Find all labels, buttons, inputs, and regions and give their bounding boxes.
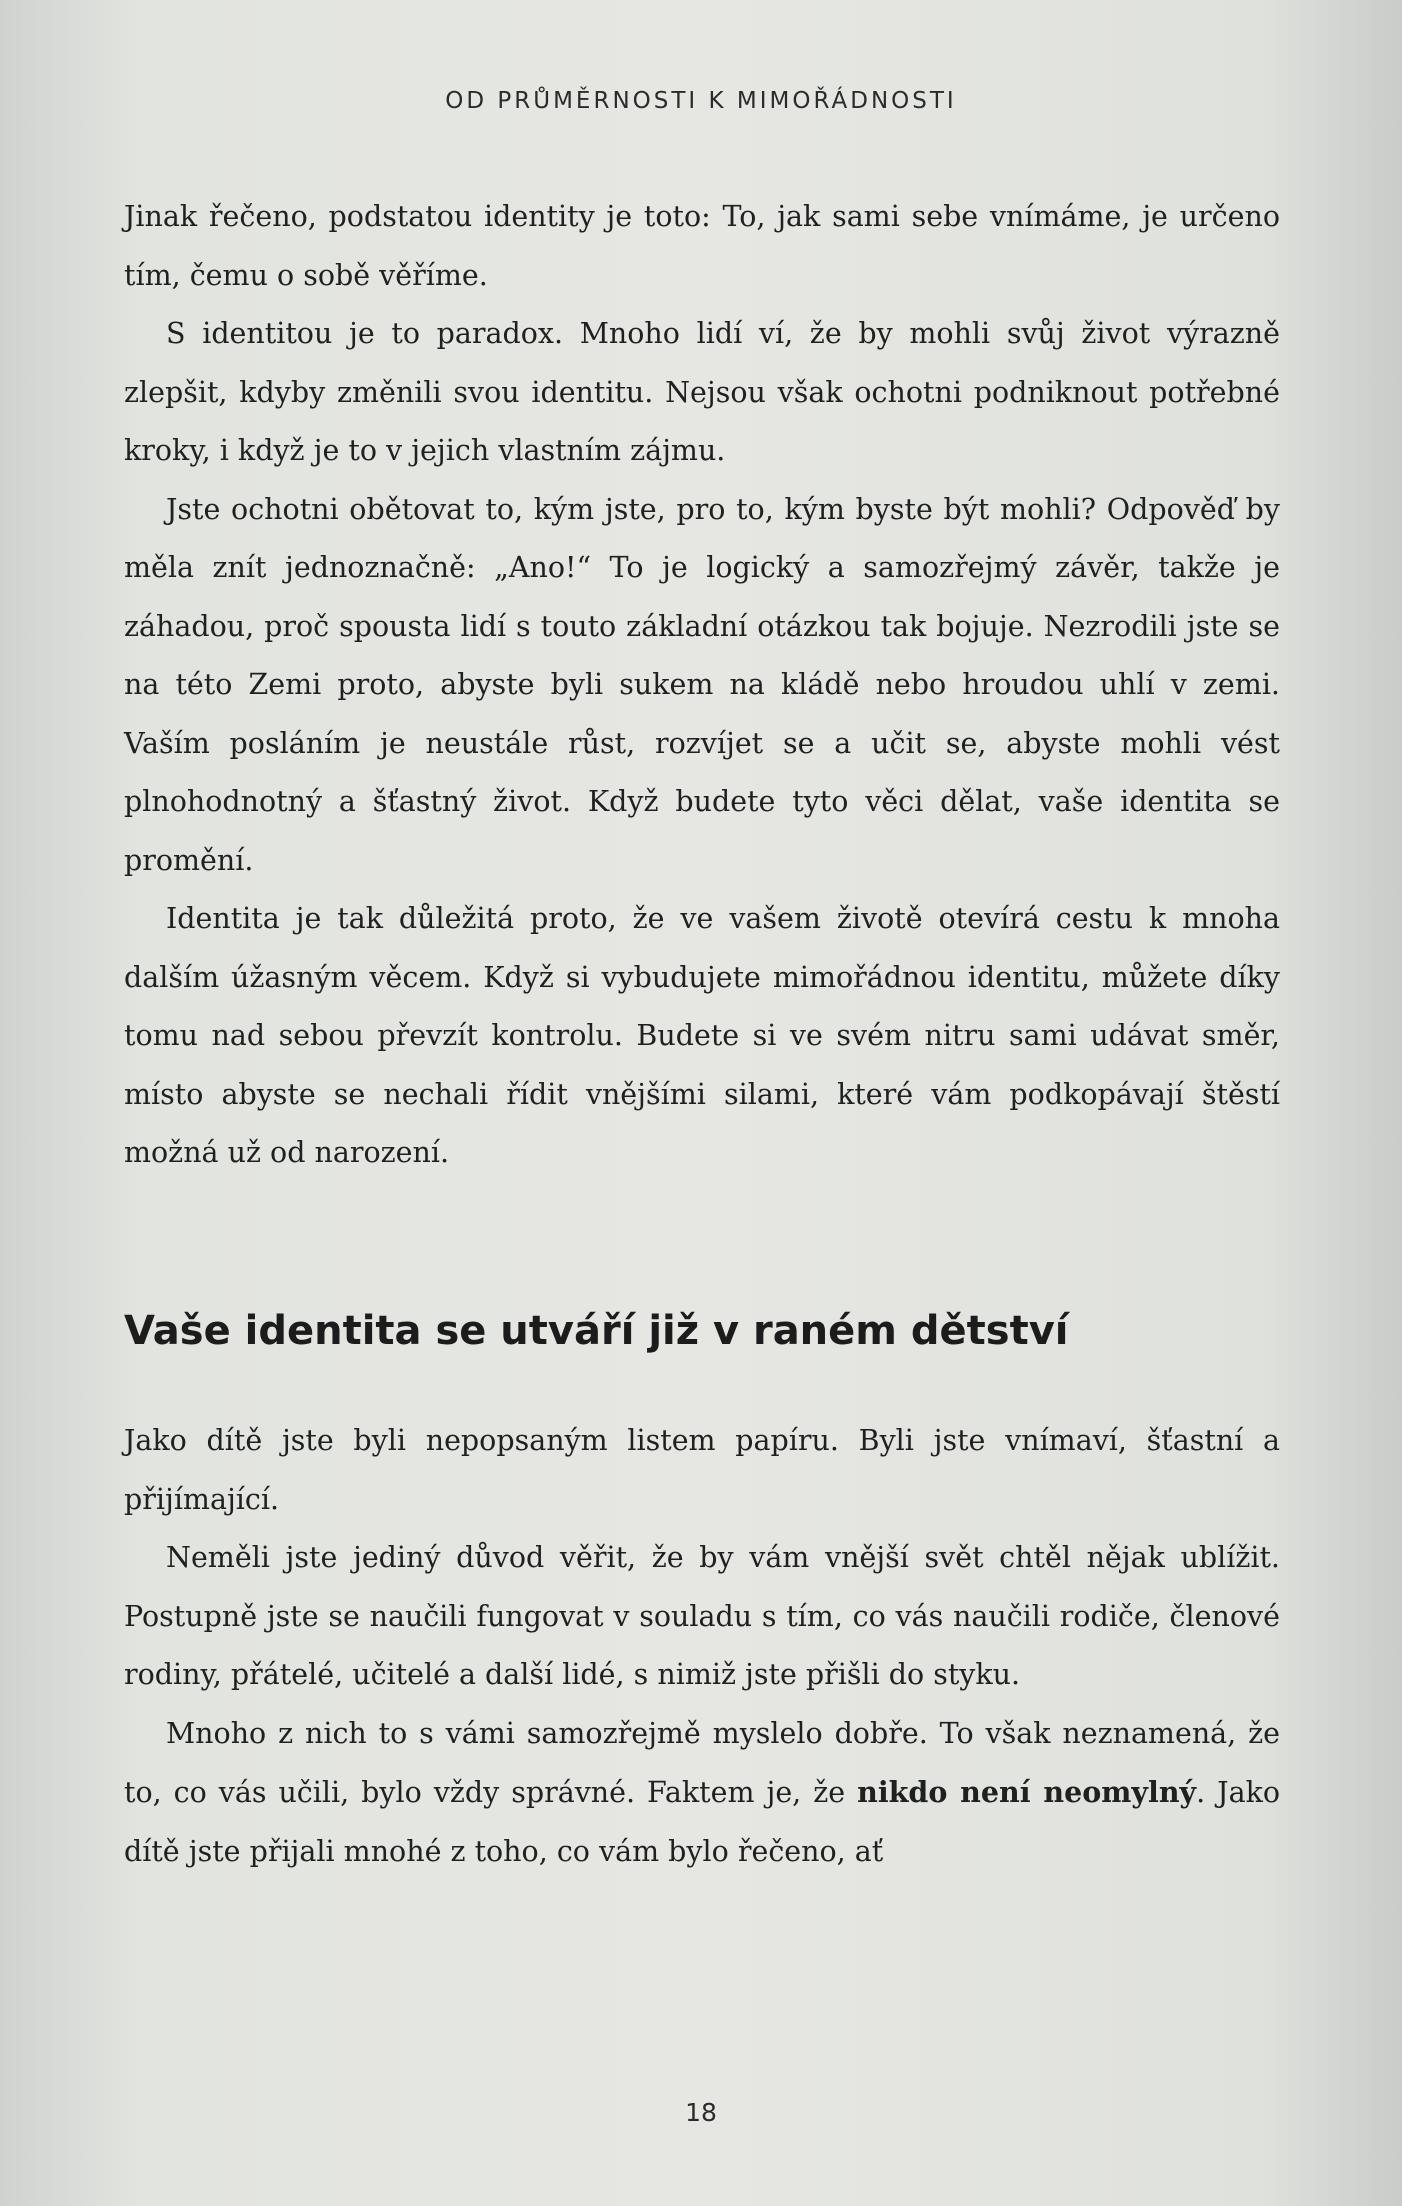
paragraph: Jako dítě jste byli nepopsaným listem papíru. Byli jste vnímaví, šťastní a přijímající.: [124, 1424, 1280, 1516]
paragraph: Jinak řečeno, podstatou identity je toto: To, jak sami sebe vnímáme, je určeno tím, čemu o sobě věříme.: [124, 200, 1280, 292]
page-number: 18: [685, 2098, 717, 2127]
paragraph: Identita je tak důležitá proto, že ve vašem životě otevírá cestu k mnoha dalším úžasným věcem. Když si vybudujete mimořádnou identitu, můžete díky tomu nad sebou převzít kontrolu. Budete si ve svém nitru sami udávat směr, místo abyste se nechali řídit vnějšími silami, které vám podkopávají štěstí možná už od narození.: [124, 902, 1280, 1169]
paragraph: Jste ochotni obětovat to, kým jste, pro to, kým byste být mohli? Odpověď by měla znít jednoznačně: „Ano!“ To je logický a samozřejmý závěr, takže je záhadou, proč spousta lidí s touto základní otázkou tak bojuje. Nezrodili jste se na této Zemi proto, abyste byli sukem na kládě nebo hroudou uhlí v zemi. Vaším posláním je neustále růst, rozvíjet se a učit se, abyste mohli vést plnohodnotný a šťastný život. Když budete tyto věci dělat, vaše identita se promění.: [124, 492, 1280, 877]
paragraph: S identitou je to paradox. Mnoho lidí ví, že by mohli svůj život výrazně zlepšit, kdyby změnili svou identitu. Nejsou však ochotni podniknout potřebné kroky, i když je to v jejich vlastním zájmu.: [124, 317, 1280, 467]
bold-phrase: nikdo není neomylný: [857, 1775, 1197, 1809]
section-heading: Vaše identita se utváří již v raném dětství: [124, 1308, 1069, 1354]
body-text-top: [124, 188, 1280, 1183]
body-text-bottom: [124, 1412, 1280, 1881]
paragraph-text-before: Mnoho z nich to s vámi samozřejmě myslelo dobře. To však neznamená, že to, co vás učili, bylo vždy správné. Faktem je, že: [124, 1716, 1280, 1809]
paragraph: Neměli jste jediný důvod věřit, že by vám vnější svět chtěl nějak ublížit. Postupně jste se naučili fungovat v souladu s tím, co vás naučili rodiče, členové rodiny, přátelé, učitelé a další lidé, s nimiž jste přišli do styku.: [124, 1541, 1280, 1691]
paragraph-with-emphasis: [124, 1705, 1280, 1882]
running-head: OD PRŮMĚRNOSTI K MIMOŘÁDNOSTI: [445, 88, 957, 114]
paragraph-text-after: . Jako dítě jste přijali mnohé z toho, co vám bylo řečeno, ať: [124, 1776, 1280, 1868]
